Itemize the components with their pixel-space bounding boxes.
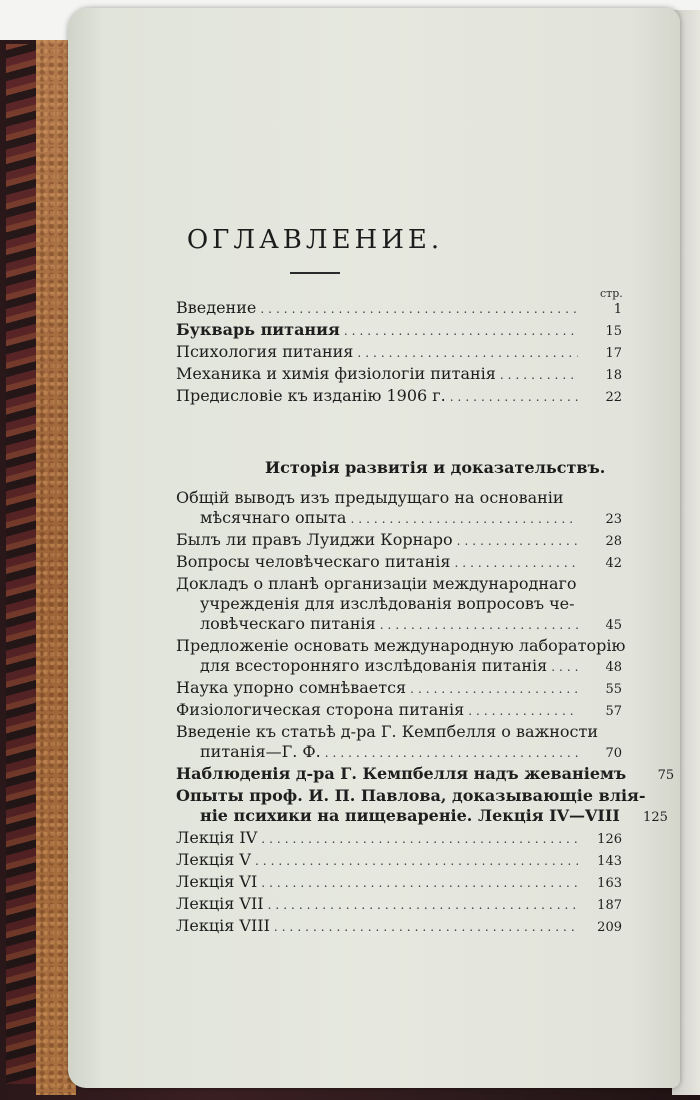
toc-page-number: 126 [597, 832, 622, 847]
toc-page-number: 48 [605, 660, 622, 675]
toc-entry-title: ніе психики на пищевареніе. Лекція IV—VIII [200, 806, 620, 825]
dot-leader [268, 895, 578, 915]
toc-entry-line [176, 614, 622, 636]
toc-entry-title: Наука упорно сомнѣвается [176, 678, 407, 697]
toc-entry-title: для всесторонняго изслѣдованія питанія [200, 656, 548, 675]
dot-leader [450, 387, 578, 407]
dot-leader [274, 917, 578, 937]
dot-leader [261, 873, 578, 893]
toc-entry-title: мѣсячнаго опыта [200, 508, 347, 527]
toc-entry-title: Введеніе къ статьѣ д-ра Г. Кемпбелля о важности [176, 722, 599, 741]
toc-entry-title: Былъ ли правъ Луиджи Корнаро [176, 530, 453, 549]
dot-leader [468, 701, 578, 721]
dot-leader [457, 531, 578, 551]
dot-leader [551, 657, 578, 677]
toc-entry-title: Наблюденія д-ра Г. Кемпбелля надъ жеваніемъ [176, 764, 627, 783]
toc-entry-title: Психология питания [176, 342, 354, 361]
toc-page-number: 187 [597, 898, 622, 913]
toc-entry [176, 894, 622, 916]
toc-entry-title: Вопросы человѣческаго питанія [176, 552, 451, 571]
toc-entry-line [176, 574, 622, 594]
toc-page-number: 45 [605, 618, 622, 633]
toc-entry-line [176, 786, 646, 806]
toc-entry [176, 320, 622, 342]
toc-entry-line [176, 488, 622, 508]
toc-entry [176, 364, 622, 386]
dot-leader [380, 615, 578, 635]
toc-entry-title: Лекція VIII [176, 916, 270, 935]
toc-entry [176, 530, 622, 552]
toc-entry-line [176, 742, 622, 764]
toc-entry-line [176, 594, 622, 614]
toc-page-number: 163 [597, 876, 622, 891]
toc-entry-title: Предложеніе основать международную лабораторію [176, 636, 626, 655]
toc-entry-title: учрежденія для изслѣдованія вопросовъ че- [200, 594, 575, 613]
toc-entry-line [176, 916, 622, 938]
toc-entry-title: Лекція VII [176, 894, 264, 913]
toc-entry [176, 342, 622, 364]
toc-entry-line [176, 320, 622, 342]
page-heading: ОГЛАВЛЕНИЕ. [186, 225, 444, 255]
toc-entry-line [176, 508, 622, 530]
dot-leader [261, 829, 578, 849]
toc-entry-line [176, 656, 622, 678]
toc-entry-title: Лекція V [176, 850, 251, 869]
dot-leader [325, 743, 578, 763]
toc-entry-line [176, 678, 622, 700]
toc-entry-title: Предисловіе къ изданію 1906 г. [176, 386, 446, 405]
toc-page-number: 18 [605, 368, 622, 383]
toc-entry [176, 574, 622, 636]
toc-entry-title: ловѣческаго питанія [200, 614, 376, 633]
toc-entry [176, 828, 622, 850]
dot-leader [344, 321, 578, 341]
dot-leader [255, 851, 578, 871]
toc-entry-line [176, 828, 622, 850]
toc-entry-line [176, 636, 626, 656]
toc-entry [176, 700, 622, 722]
dot-leader [410, 679, 578, 699]
toc-entry [176, 488, 622, 530]
toc-page-number: 70 [605, 746, 622, 761]
toc-page-number: 209 [597, 920, 622, 935]
toc-entry [176, 764, 675, 786]
heading-rule [290, 272, 340, 274]
toc-entry-title: Механика и химія физіологіи питанія [176, 364, 496, 383]
toc-page-number: 1 [613, 302, 622, 317]
toc-entry-line [176, 386, 622, 408]
toc-entry-line [176, 850, 622, 872]
toc-entry [176, 386, 622, 408]
dot-leader [350, 509, 578, 529]
toc-entry [176, 678, 622, 700]
toc-entry [176, 298, 622, 320]
toc-entry-title: Опыты проф. И. П. Павлова, доказывающіе влія- [176, 786, 646, 805]
toc-entry-line [176, 806, 668, 828]
toc-page-number: 75 [657, 768, 675, 783]
dot-leader [357, 343, 578, 363]
marbled-edge [6, 44, 40, 1084]
toc-page-number: 28 [605, 534, 622, 549]
toc-page-number: 143 [597, 854, 622, 869]
toc-entry-title: Докладъ о планѣ организаціи международнаго [176, 574, 577, 593]
toc-entry-line [176, 364, 622, 386]
toc-entry [176, 872, 622, 894]
toc-entry-line [176, 894, 622, 916]
toc-entry-title: питанія—Г. Ф. [200, 742, 321, 761]
toc-page-number: 22 [605, 390, 622, 405]
page-column-label: стр. [600, 287, 623, 300]
toc-entry [176, 636, 626, 678]
toc-page-number: 17 [605, 346, 622, 361]
toc-entry-line [176, 298, 622, 320]
toc-entry-line [176, 530, 622, 552]
toc-entry-title: Букварь питания [176, 320, 340, 339]
toc-entry-title: Физіологическая сторона питанія [176, 700, 465, 719]
toc-entry [176, 916, 622, 938]
toc-entry-title: Введение [176, 298, 257, 317]
section-title: Исторія развитія и доказательствъ. [265, 458, 606, 477]
toc-entry-line [176, 552, 622, 574]
toc-entry-line [176, 872, 622, 894]
toc-entry [176, 552, 622, 574]
toc-entry-line [176, 700, 622, 722]
dot-leader [500, 365, 578, 385]
toc-page-number: 23 [605, 512, 622, 527]
toc-entry-line [176, 722, 622, 742]
toc-page-number: 55 [605, 682, 622, 697]
toc-page-number: 42 [605, 556, 622, 571]
toc-page-number: 57 [605, 704, 622, 719]
dot-leader [454, 553, 578, 573]
dot-leader [260, 299, 578, 319]
toc-entry-line [176, 764, 675, 786]
toc-entry-line [176, 342, 622, 364]
toc-page-number: 15 [605, 324, 622, 339]
toc-entry-title: Лекція IV [176, 828, 258, 847]
toc-entry-title: Лекція VI [176, 872, 258, 891]
toc-entry-title: Общій выводъ изъ предыдущаго на основаніи [176, 488, 564, 507]
toc-entry [176, 850, 622, 872]
toc-entry [176, 722, 622, 764]
toc-entry [176, 786, 668, 828]
toc-page-number: 125 [643, 810, 668, 825]
